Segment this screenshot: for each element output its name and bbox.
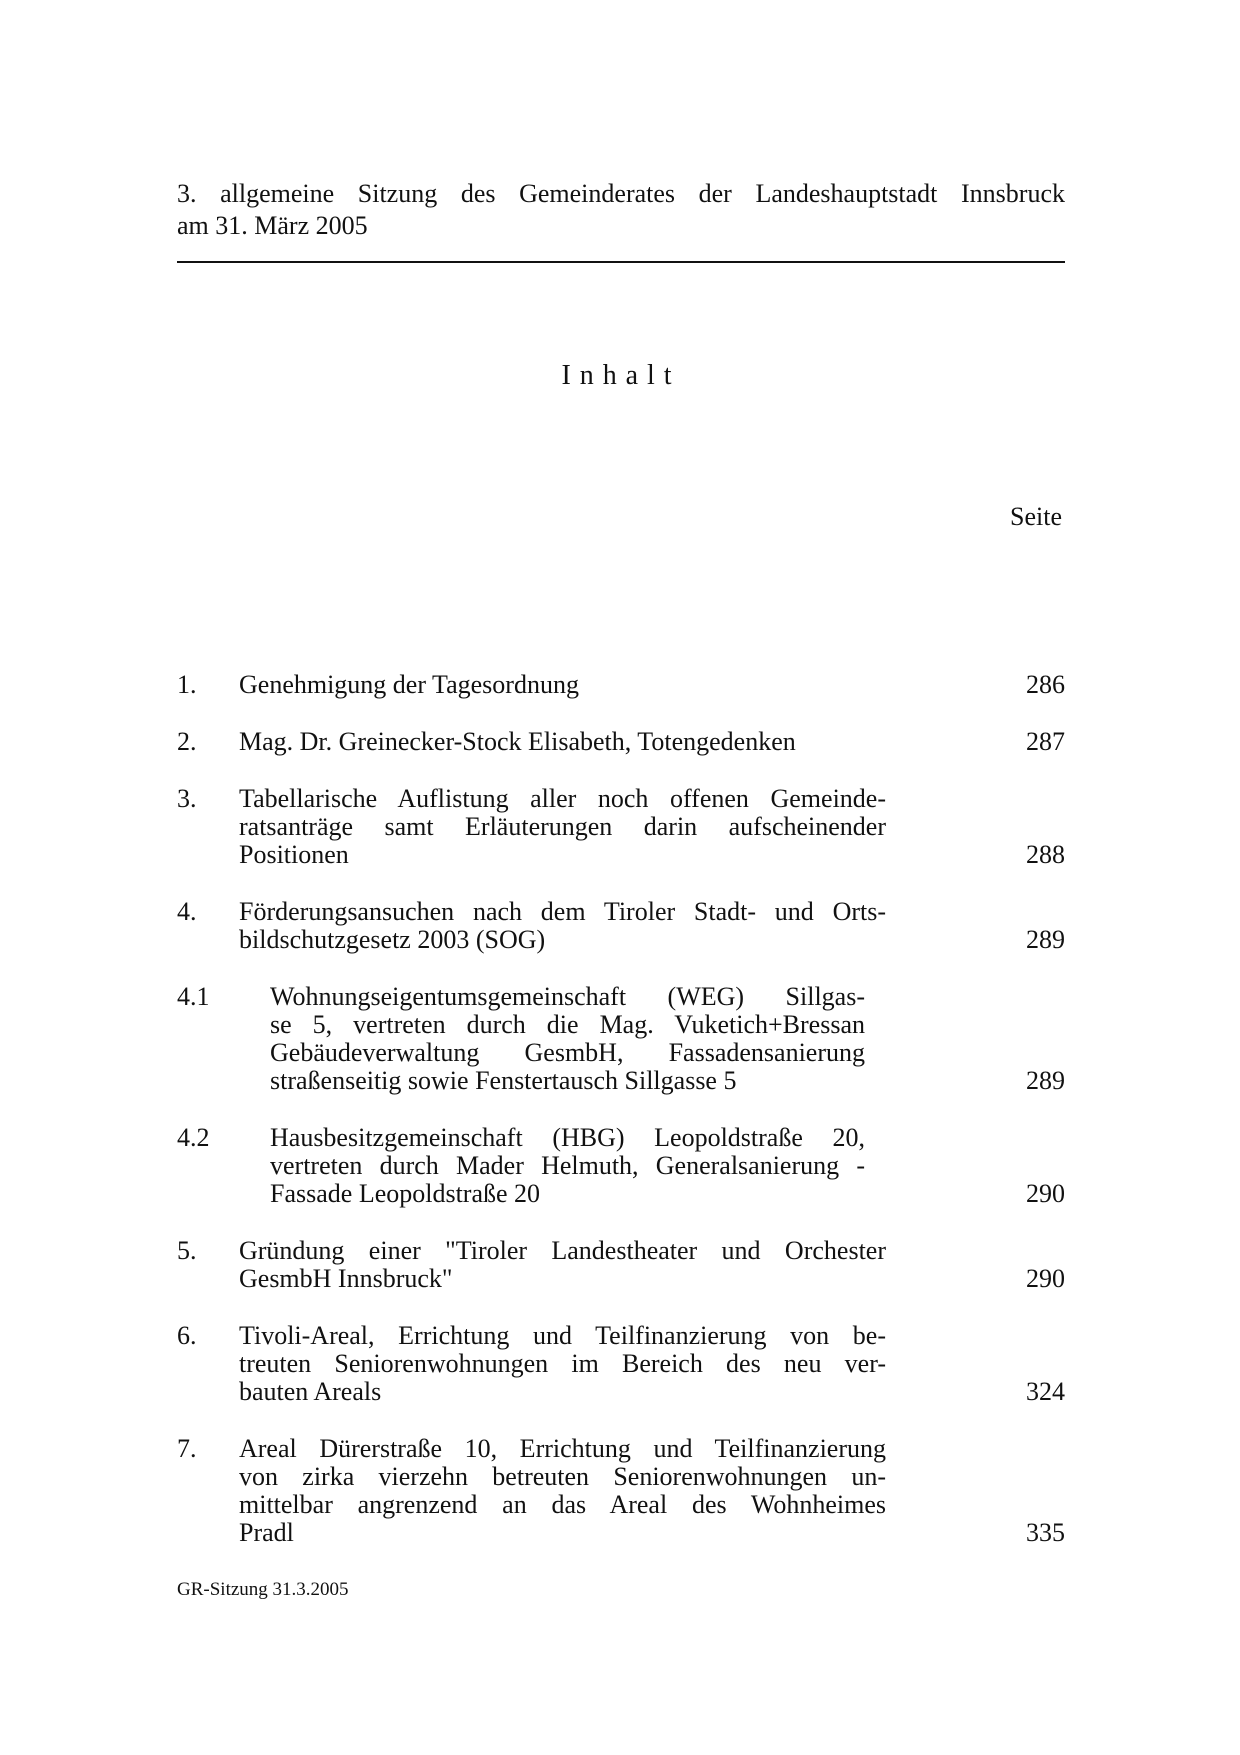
toc-row (177, 983, 1065, 1095)
toc-item-line: treuten Seniorenwohnungen im Bereich des neu ver- (239, 1349, 886, 1378)
document-header (177, 178, 1065, 242)
toc-item-line: von zirka vierzehn betreuten Seniorenwohnungen un- (239, 1462, 886, 1491)
toc-item-line: straßenseitig sowie Fenstertausch Sillgasse 5 (270, 1066, 737, 1095)
toc-item-line: Gebäudeverwaltung GesmbH, Fassadensanierung (270, 1038, 865, 1067)
toc-row (177, 1124, 1065, 1208)
toc-item-line: Areal Dürerstraße 10, Errichtung und Teilfinanzierung (239, 1434, 886, 1463)
toc-item-line: Genehmigung der Tagesordnung (239, 670, 579, 699)
toc-item-number: 4.2 (177, 1123, 210, 1152)
toc-item-line: vertreten durch Mader Helmuth, Generalsanierung - (270, 1151, 865, 1180)
toc-item-line: Hausbesitzgemeinschaft (HBG) Leopoldstraße 20, (270, 1123, 865, 1152)
toc-item-text (270, 983, 865, 1095)
toc-item-text (239, 1237, 886, 1293)
toc-item-page: 287 (1026, 727, 1065, 756)
toc-item-number: 3. (177, 784, 197, 813)
toc-row (177, 1237, 1065, 1293)
toc-item-page: 324 (1026, 1377, 1065, 1406)
toc-item-number: 2. (177, 727, 197, 756)
toc-item-number: 4.1 (177, 982, 210, 1011)
toc-item-line: mittelbar angrenzend an das Areal des Wohnheimes (239, 1490, 886, 1519)
toc-item-page: 288 (1026, 840, 1065, 869)
table-of-contents (177, 671, 1065, 1547)
toc-item-text (239, 671, 886, 699)
toc-item-line: Positionen (239, 840, 349, 869)
toc-item-number: 6. (177, 1321, 197, 1350)
toc-item-page: 289 (1026, 925, 1065, 954)
toc-item-line: se 5, vertreten durch die Mag. Vuketich+Bressan (270, 1010, 865, 1039)
page-column-header: Seite (1010, 502, 1062, 531)
toc-item-number: 5. (177, 1236, 197, 1265)
toc-row (177, 898, 1065, 954)
toc-item-page: 290 (1026, 1264, 1065, 1293)
toc-item-text (239, 728, 886, 756)
toc-item-line: GesmbH Innsbruck" (239, 1264, 453, 1293)
footer-text: GR-Sitzung 31.3.2005 (177, 1579, 349, 1600)
toc-item-page: 290 (1026, 1179, 1065, 1208)
toc-item-line: Gründung einer "Tiroler Landestheater und Orchester (239, 1236, 886, 1265)
toc-row (177, 785, 1065, 869)
toc-item-text (239, 1435, 886, 1547)
toc-item-line: bauten Areals (239, 1377, 382, 1406)
toc-item-line: Fassade Leopoldstraße 20 (270, 1179, 541, 1208)
toc-item-line: Tabellarische Auflistung aller noch offenen Gemeinde- (239, 784, 886, 813)
toc-item-line: ratsanträge samt Erläuterungen darin aufscheinender (239, 812, 886, 841)
toc-item-number: 4. (177, 897, 197, 926)
toc-item-line: Mag. Dr. Greinecker-Stock Elisabeth, Totengedenken (239, 727, 796, 756)
toc-item-line: Pradl (239, 1518, 294, 1547)
toc-item-line: Tivoli-Areal, Errichtung und Teilfinanzierung von be- (239, 1321, 886, 1350)
toc-row (177, 728, 1065, 756)
toc-item-page: 335 (1026, 1518, 1065, 1547)
toc-item-line: bildschutzgesetz 2003 (SOG) (239, 925, 546, 954)
toc-item-line: Förderungsansuchen nach dem Tiroler Stadt- und Orts- (239, 897, 886, 926)
toc-item-text (239, 1322, 886, 1406)
toc-row (177, 1435, 1065, 1547)
toc-item-number: 7. (177, 1434, 197, 1463)
document-header-line1: 3. allgemeine Sitzung des Gemeinderates der Landeshauptstadt Innsbruck (177, 179, 1065, 208)
toc-row (177, 1322, 1065, 1406)
toc-item-text (270, 1124, 865, 1208)
document-header-line2: am 31. März 2005 (177, 211, 368, 240)
toc-item-line: Wohnungseigentumsgemeinschaft (WEG) Sillgas- (270, 982, 865, 1011)
toc-item-number: 1. (177, 670, 197, 699)
page-title: Inhalt (561, 360, 681, 391)
toc-item-page: 286 (1026, 670, 1065, 699)
toc-item-text (239, 898, 886, 954)
toc-row (177, 671, 1065, 699)
header-divider-rule (177, 261, 1065, 263)
toc-item-text (239, 785, 886, 869)
toc-item-page: 289 (1026, 1066, 1065, 1095)
